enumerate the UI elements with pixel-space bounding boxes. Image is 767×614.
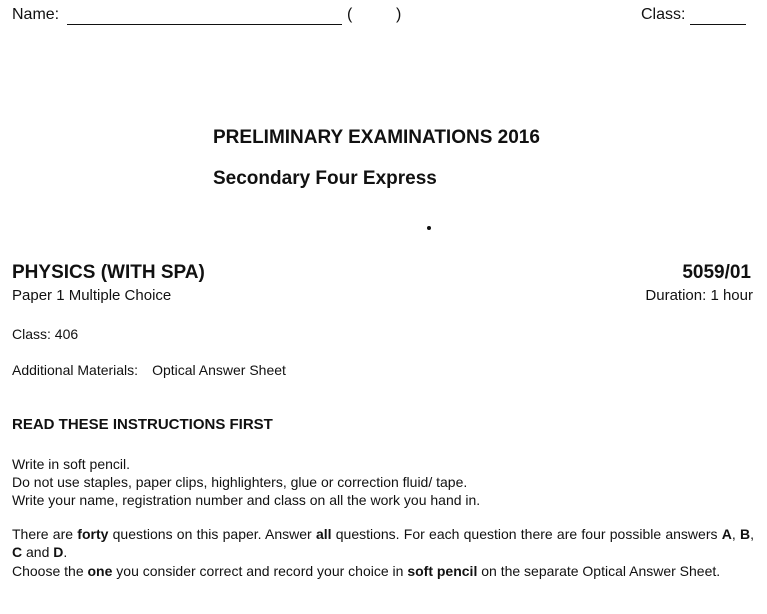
text-run: Choose the: [12, 563, 88, 579]
instruction-line: Write your name, registration number and class on all the work you hand in.: [12, 492, 481, 508]
name-blank-line: [67, 24, 342, 25]
bold-run: soft pencil: [407, 563, 478, 579]
choose-paragraph: [12, 562, 754, 580]
class-number: Class: 406: [12, 326, 79, 342]
subject-code: 5059/01: [682, 262, 751, 283]
exam-level: Secondary Four Express: [213, 168, 437, 189]
text-run: questions on this paper. Answer: [108, 526, 316, 542]
instruction-line: Do not use staples, paper clips, highlighters, glue or correction fluid/ tape.: [12, 474, 468, 490]
text-run: and: [22, 544, 54, 560]
bold-run: all: [315, 526, 332, 542]
exam-title: PRELIMINARY EXAMINATIONS 2016: [213, 127, 540, 148]
materials-label: Additional Materials:: [12, 362, 139, 378]
duration: Duration: 1 hour: [645, 287, 753, 304]
instruction-lines: [12, 455, 480, 509]
bold-run: one: [87, 563, 113, 579]
text-run: questions. For each question there are four possible answers: [331, 526, 722, 542]
bold-run: A: [721, 526, 732, 542]
instruction-line: Write in soft pencil.: [12, 456, 131, 472]
index-paren-open: (: [347, 6, 353, 23]
class-label: Class:: [641, 6, 686, 23]
paper-type: Paper 1 Multiple Choice: [12, 287, 172, 304]
text-run: ,: [731, 526, 740, 542]
instructions-heading: READ THESE INSTRUCTIONS FIRST: [12, 416, 273, 433]
text-run: .: [63, 544, 68, 560]
bold-run: C: [12, 544, 23, 560]
questions-paragraph: [12, 525, 754, 561]
bold-run: D: [53, 544, 64, 560]
name-label: Name:: [12, 6, 60, 23]
text-run: you consider correct and record your choice in: [112, 563, 408, 579]
materials-value: Optical Answer Sheet: [152, 362, 286, 378]
additional-materials: [12, 362, 286, 378]
bold-run: forty: [77, 526, 109, 542]
text-run: There are: [12, 526, 78, 542]
subject-name: PHYSICS (WITH SPA): [12, 262, 205, 283]
text-run: on the separate Optical Answer Sheet.: [477, 563, 721, 579]
stray-dot: [427, 226, 431, 230]
bold-run: B: [739, 526, 751, 542]
class-blank-line: [690, 24, 746, 25]
index-paren-close: ): [396, 6, 402, 23]
text-run: ,: [750, 526, 754, 542]
